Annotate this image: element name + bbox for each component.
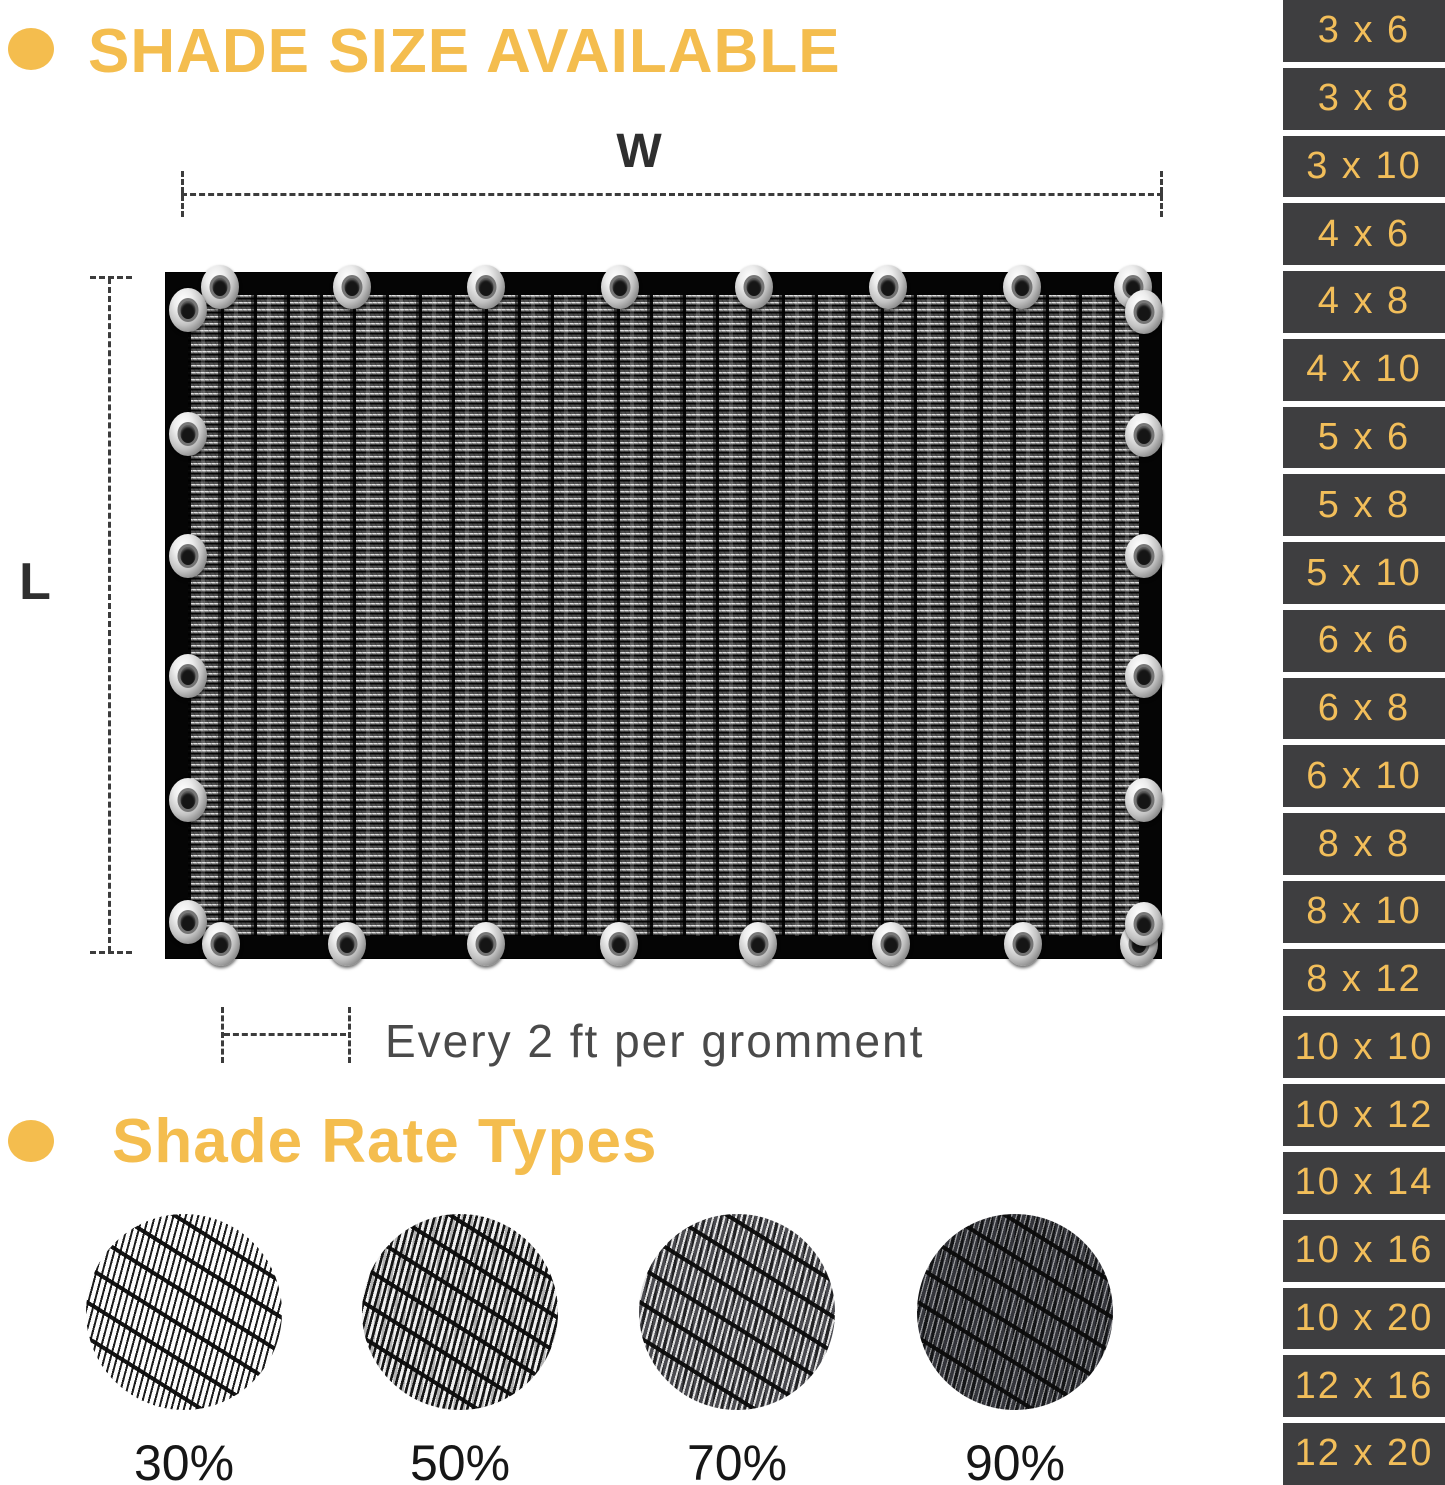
grommet-spacing-tick-right <box>348 1007 351 1063</box>
grommet-icon <box>1125 902 1163 946</box>
grommet-icon <box>735 265 773 309</box>
size-option: 3 x 10 <box>1283 136 1445 198</box>
shade-rate-percent-label: 70% <box>686 1435 788 1485</box>
size-option: 10 x 20 <box>1283 1288 1445 1350</box>
grommet-icon <box>467 265 505 309</box>
grommet-icon <box>1125 778 1163 822</box>
size-option: 10 x 10 <box>1283 1016 1445 1078</box>
grommet-icon <box>869 265 907 309</box>
grommet-icon <box>467 922 505 966</box>
size-option: 10 x 12 <box>1283 1084 1445 1146</box>
width-dimension-tick-left <box>181 171 184 217</box>
size-option: 6 x 10 <box>1283 745 1445 807</box>
size-option-list <box>1283 0 1445 1485</box>
page-title: SHADE SIZE AVAILABLE <box>88 17 841 86</box>
grommet-icon <box>600 922 638 966</box>
shade-net-illustration <box>166 273 1161 958</box>
size-option: 5 x 6 <box>1283 407 1445 469</box>
grommet-icon <box>169 412 207 456</box>
size-option: 4 x 6 <box>1283 203 1445 265</box>
grommet-icon <box>201 265 239 309</box>
grommet-icon <box>1125 413 1163 457</box>
size-option: 10 x 14 <box>1283 1152 1445 1214</box>
length-dimension-tick-bottom <box>90 951 132 954</box>
grommet-icon <box>169 288 207 332</box>
size-option: 8 x 8 <box>1283 813 1445 875</box>
grommet-icon <box>169 778 207 822</box>
size-option: 4 x 10 <box>1283 339 1445 401</box>
shade-rate-heading: Shade Rate Types <box>112 1107 658 1176</box>
size-option: 3 x 8 <box>1283 68 1445 130</box>
length-dimension-tick-top <box>90 276 132 279</box>
grommet-icon <box>601 265 639 309</box>
grommet-icon <box>1125 534 1163 578</box>
grommet-icon <box>169 900 207 944</box>
mesh-texture <box>188 295 1139 936</box>
size-option: 5 x 10 <box>1283 542 1445 604</box>
grommet-icon <box>328 922 366 966</box>
grommet-icon <box>1125 654 1163 698</box>
grommet-icon <box>202 922 240 966</box>
size-option: 10 x 16 <box>1283 1220 1445 1282</box>
grommet-icon <box>333 265 371 309</box>
grommet-icon <box>1003 265 1041 309</box>
size-option: 4 x 8 <box>1283 271 1445 333</box>
shade-rate-percent-label: 90% <box>964 1435 1066 1485</box>
grommet-icon <box>1004 922 1042 966</box>
shade-rate-percent-label: 30% <box>133 1435 235 1485</box>
heading-bullet-icon <box>8 28 54 70</box>
length-dimension-line <box>108 278 111 952</box>
shade-rate-percent-label: 50% <box>409 1435 511 1485</box>
size-option: 6 x 6 <box>1283 610 1445 672</box>
width-dimension-tick-right <box>1160 171 1163 217</box>
width-dimension-label: W <box>616 125 662 178</box>
grommet-icon <box>872 922 910 966</box>
shade-rate-bullet-icon <box>8 1120 54 1162</box>
grommet-icon <box>1125 290 1163 334</box>
size-option: 12 x 16 <box>1283 1355 1445 1417</box>
grommet-icon <box>169 534 207 578</box>
grommet-icon <box>739 922 777 966</box>
shade-rate-swatch-90 <box>917 1214 1113 1410</box>
size-option: 12 x 20 <box>1283 1423 1445 1485</box>
length-dimension-label: L <box>19 553 51 611</box>
shade-rate-swatch-50 <box>362 1214 558 1410</box>
grommet-spacing-line <box>224 1033 346 1036</box>
grommet-note: Every 2 ft per gromment <box>385 1015 925 1067</box>
shade-rate-swatch-70 <box>639 1214 835 1410</box>
size-option: 3 x 6 <box>1283 0 1445 62</box>
size-option: 8 x 12 <box>1283 949 1445 1011</box>
size-option: 6 x 8 <box>1283 678 1445 740</box>
width-dimension-line <box>181 193 1163 196</box>
size-option: 5 x 8 <box>1283 474 1445 536</box>
shade-rate-swatch-30 <box>86 1214 282 1410</box>
size-option: 8 x 10 <box>1283 881 1445 943</box>
grommet-icon <box>169 654 207 698</box>
